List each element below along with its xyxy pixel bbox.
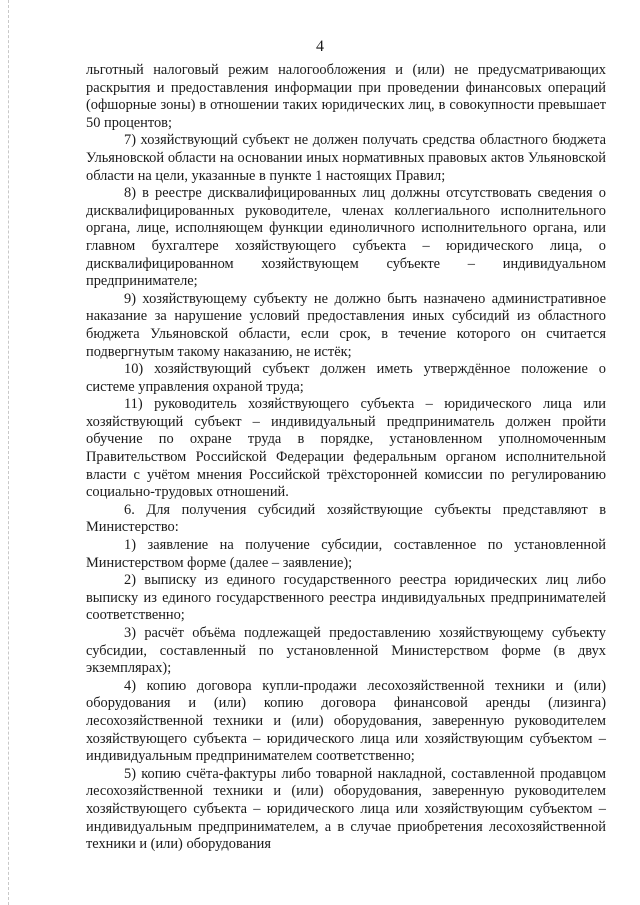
- page-number: 4: [316, 38, 324, 55]
- paragraph-doc-3: 3) расчёт объёма подлежащей предоставлению хозяйствующему субъекту субсидии, составленный по установленной Министерством форме (в двух экземплярах);: [86, 625, 606, 677]
- paragraph-offshore-continuation: льготный налоговый режим налогообложения и (или) не предусматривающих раскрытия и предоставления информации при проведении финансовых операций (офшорные зоны) в отношении таких юридических лиц, в совокупности превышает 50 процентов;: [86, 62, 606, 131]
- paragraph-item-11: 11) руководитель хозяйствующего субъекта – юридического лица или хозяйствующий субъект – индивидуальный предприниматель должен пройти обучение по охране труда в порядке, установленном уполномоченным Правительством Российской Федерации федеральным органом исполнительной власти с учётом мнения Российской трёхсторонней комиссии по регулированию социально-трудовых отношений.: [86, 396, 606, 501]
- paragraph-section-6: 6. Для получения субсидий хозяйствующие субъекты представляют в Министерство:: [86, 501, 606, 536]
- paragraph-doc-5: 5) копию счёта-фактуры либо товарной накладной, составленной продавцом лесохозяйственной техники и (или) оборудования, заверенную руководителем хозяйствующего субъекта – юридического лица или хозяйствующим субъектом – индивидуальным предпринимателем, а в случае приобретения лесохозяйственной техники и (или) оборудования: [86, 765, 606, 853]
- paragraph-doc-4: 4) копию договора купли-продажи лесохозяйственной техники и (или) оборудования и (или) копию договора финансовой аренды (лизинга) лесохозяйственной техники и (или) оборудования, заверенную руководителем хозяйствующего субъекта – юридического лица или хозяйствующим субъектом – индивидуальным предпринимателем соответственно;: [86, 677, 606, 765]
- paragraph-item-10: 10) хозяйствующий субъект должен иметь утверждённое положение о системе управления охраной труда;: [86, 361, 606, 395]
- paragraph-item-8: 8) в реестре дисквалифицированных лиц должны отсутствовать сведения о дисквалифицированных руководителе, членах коллегиального исполнительного органа, лице, исполняющем функции единоличного исполнительного органа, или главном бухгалтере хозяйствующего субъекта – юридического лица, о дисквалифицированном хозяйствующем субъекте – индивидуальном предпринимателе;: [86, 185, 606, 290]
- paragraph-item-9: 9) хозяйствующему субъекту не должно быть назначено административное наказание за нарушение условий предоставления иных субсидий из областного бюджета Ульяновской области, если срок, в течение которого он считается подвергнутым такому наказанию, не истёк;: [86, 290, 606, 360]
- paragraph-doc-1: 1) заявление на получение субсидии, составленное по установленной Министерством форме (далее – заявление);: [86, 537, 606, 571]
- paragraph-item-7: 7) хозяйствующий субъект не должен получать средства областного бюджета Ульяновской области на основании иных нормативных правовых актов Ульяновской области на цели, указанные в пункте 1 настоящих Правил;: [86, 132, 606, 184]
- paragraph-doc-2: 2) выписку из единого государственного реестра юридических лиц либо выписку из единого государственного реестра индивидуальных предпринимателей соответственно;: [86, 572, 606, 624]
- body-text: [86, 62, 606, 854]
- margin-rule: [8, 0, 9, 905]
